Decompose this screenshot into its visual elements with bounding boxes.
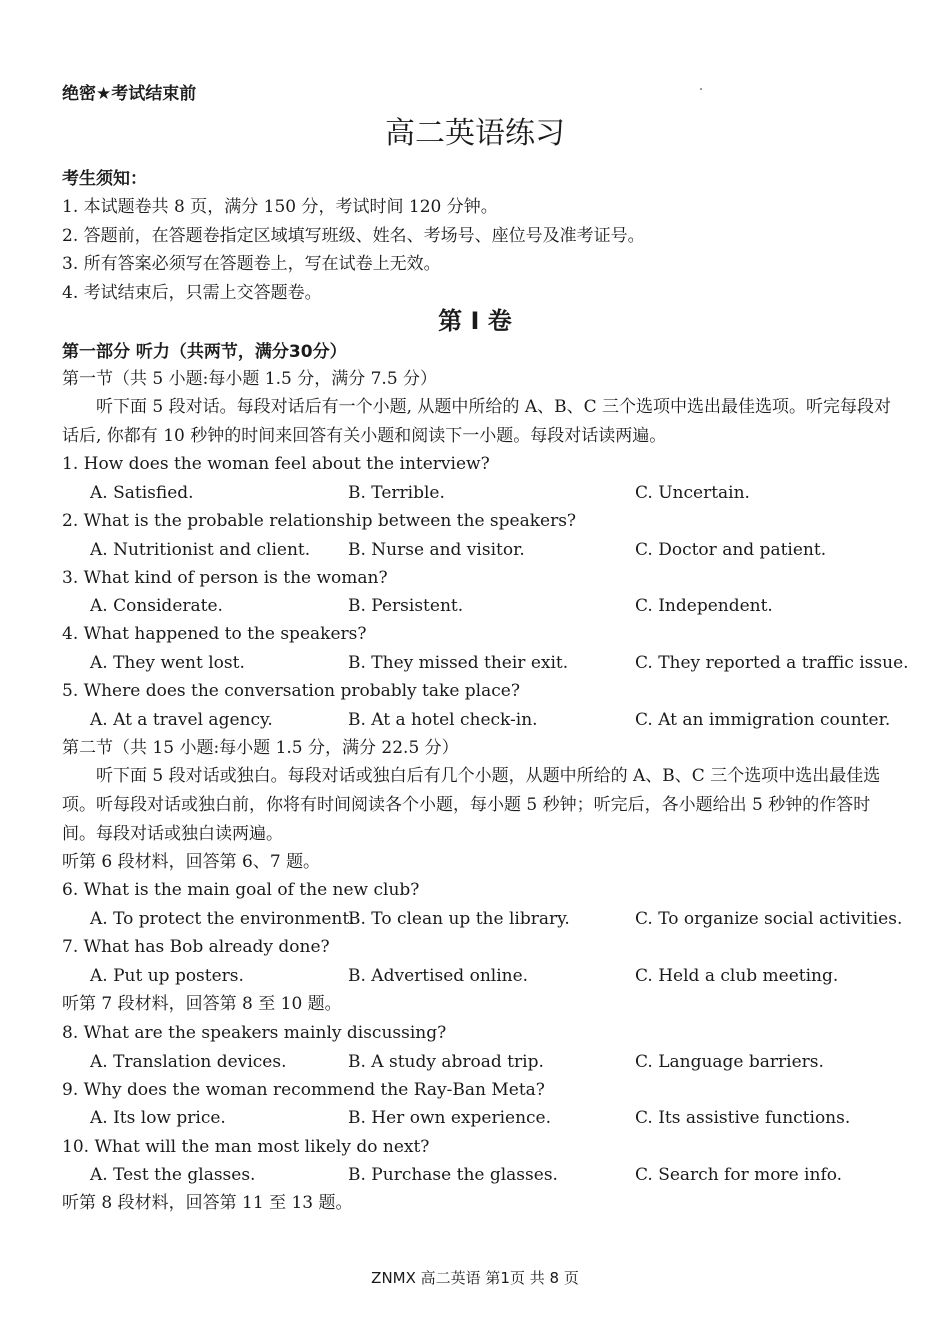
option-c: C. They reported a traffic issue. (635, 653, 909, 673)
option-b: B. To clean up the library. (348, 909, 570, 929)
option-c: C. At an immigration counter. (635, 710, 891, 730)
option-b: B. At a hotel check-in. (348, 710, 538, 730)
question-text: 5. Where does the conversation probably take place? (62, 681, 520, 701)
option-c: C. Search for more info. (635, 1165, 843, 1185)
question-text: 8. What are the speakers mainly discussing? (62, 1023, 447, 1043)
option-b: B. They missed their exit. (348, 653, 569, 673)
option-a: A. Satisfied. (90, 483, 194, 503)
question-text: 4. What happened to the speakers? (62, 624, 367, 644)
material-instruction: 听第 7 段材料，回答第 8 至 10 题。 (62, 994, 342, 1014)
option-a: A. Put up posters. (90, 966, 244, 986)
option-b: B. A study abroad trip. (348, 1052, 544, 1072)
option-a: A. Its low price. (90, 1108, 226, 1128)
section1-heading: 第一节（共 5 小题:每小题 1.5 分，满分 7.5 分） (62, 369, 438, 389)
notice-item: 2. 答题前，在答题卷指定区域填写班级、姓名、考场号、座位号及准考证号。 (62, 226, 645, 246)
option-a: A. At a travel agency. (90, 710, 273, 730)
page-title: 高二英语练习 (385, 116, 565, 151)
option-c: C. Its assistive functions. (635, 1108, 851, 1128)
question-text: 9. Why does the woman recommend the Ray-Ban Meta? (62, 1080, 545, 1100)
option-a: A. Test the glasses. (90, 1165, 256, 1185)
notice-item: 1. 本试题卷共 8 页，满分 150 分，考试时间 120 分钟。 (62, 197, 498, 217)
option-a: A. They went lost. (90, 653, 245, 673)
notice-item: 3. 所有答案必须写在答题卷上，写在试卷上无效。 (62, 254, 441, 274)
question-text: 2. What is the probable relationship between the speakers? (62, 511, 577, 531)
option-a: A. To protect the environment. (90, 909, 355, 929)
question-text: 7. What has Bob already done? (62, 937, 330, 957)
volume-title: 第 I 卷 (438, 307, 512, 335)
option-a: A. Translation devices. (90, 1052, 287, 1072)
option-c: C. To organize social activities. (635, 909, 903, 929)
option-c: C. Independent. (635, 596, 773, 616)
material-instruction: 听第 6 段材料，回答第 6、7 题。 (62, 852, 321, 872)
notice-heading: 考生须知： (62, 169, 147, 189)
question-text: 10. What will the man most likely do next? (62, 1137, 430, 1157)
section2-instruction: 听下面 5 段对话或独白。每段对话或独白后有几个小题，从题中所给的 A、B、C 三个选项中选出最佳选项。听每段对话或独白前，你将有时间阅读各个小题，每小题 5 秒钟；听完后，各小题给出 5 秒钟的作答时间。每段对话或独白读两遍。 (62, 766, 881, 844)
question-text: 1. How does the woman feel about the interview? (62, 454, 490, 474)
question-text: 3. What kind of person is the woman? (62, 568, 388, 588)
option-b: B. Purchase the glasses. (348, 1165, 558, 1185)
option-a: A. Considerate. (90, 596, 223, 616)
section1-instruction: 听下面 5 段对话。每段对话后有一个小题, 从题中所给的 A、B、C 三个选项中选出最佳选项。听完每段对话后, 你都有 10 秒钟的时间来回答有关小题和阅读下一小题。每段对话读两遍。 (62, 397, 892, 446)
option-a: A. Nutritionist and client. (90, 540, 311, 560)
question-text: 6. What is the main goal of the new club? (62, 880, 420, 900)
option-b: B. Persistent. (348, 596, 464, 616)
option-c: C. Doctor and patient. (635, 540, 827, 560)
option-b: B. Terrible. (348, 483, 445, 503)
option-b: B. Advertised online. (348, 966, 529, 986)
page-footer: ZNMX 高二英语 第1页 共 8 页 (371, 1269, 579, 1287)
option-b: B. Nurse and visitor. (348, 540, 525, 560)
option-c: C. Uncertain. (635, 483, 750, 503)
confidential-mark: 绝密★考试结束前 (62, 84, 197, 104)
option-c: C. Held a club meeting. (635, 966, 839, 986)
scan-speck (700, 88, 702, 90)
notice-item: 4. 考试结束后，只需上交答题卷。 (62, 283, 322, 303)
section2-heading: 第二节（共 15 小题:每小题 1.5 分，满分 22.5 分） (62, 738, 459, 758)
option-b: B. Her own experience. (348, 1108, 552, 1128)
material-instruction: 听第 8 段材料，回答第 11 至 13 题。 (62, 1193, 353, 1213)
part1-heading: 第一部分 听力（共两节，满分30分） (62, 342, 347, 362)
option-c: C. Language barriers. (635, 1052, 824, 1072)
